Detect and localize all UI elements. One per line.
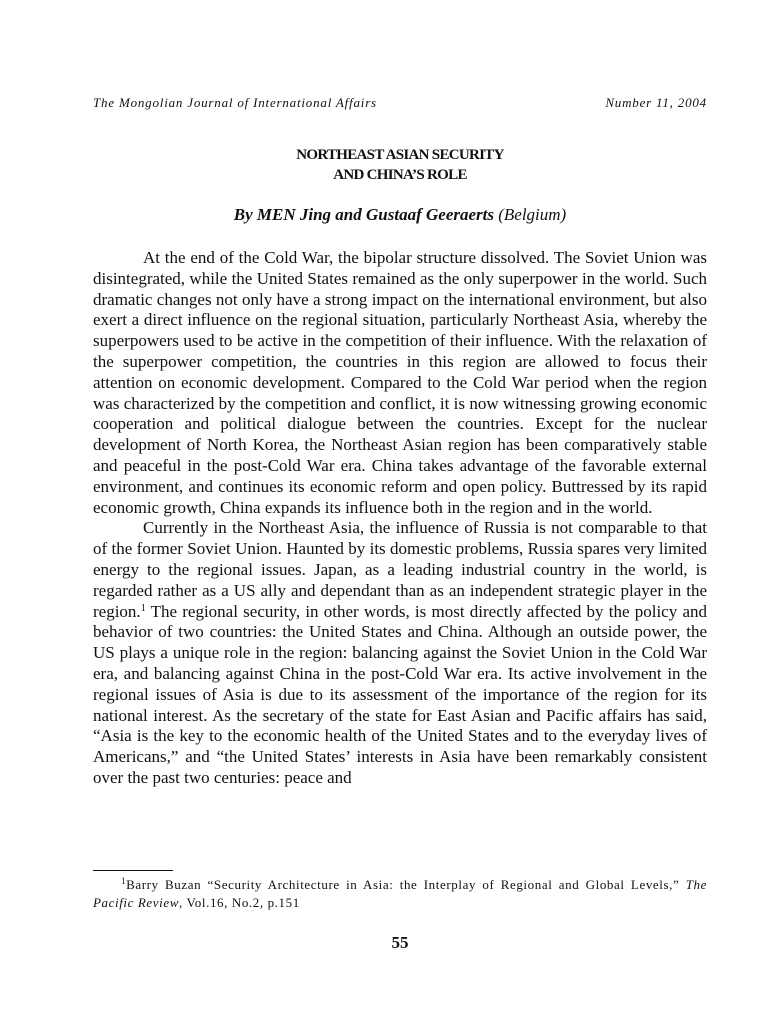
issue-number: Number 11, 2004: [605, 95, 707, 110]
title-line-2: AND CHINA’S ROLE: [333, 167, 467, 183]
footnote-reference: 1: [140, 602, 146, 614]
footnote-journal: The Pacific Review: [93, 877, 707, 910]
title-line-1: NORTHEAST ASIAN SECURITY: [296, 147, 504, 163]
paragraph-2: [93, 518, 707, 788]
journal-page: [93, 0, 707, 1024]
journal-title: The Mongolian Journal of International Affairs: [93, 95, 377, 110]
footnote: [93, 876, 707, 912]
byline-authors: By MEN Jing and Gustaaf Geeraerts: [233, 205, 494, 224]
footnote-text-a: Barry Buzan “Security Architecture in Asia: the Interplay of Regional and Global Levels,”: [126, 877, 686, 892]
paragraph-2-text-a: Currently in the Northeast Asia, the influence of Russia is not comparable to that of the former Soviet Union. Haunted by its domestic problems, Russia spares very limited energy to the regional issues. Japan, as a leading industrial country in the world, is regarded rather as a US ally and dependant than as an independent strategic player in the region.: [93, 518, 707, 621]
footnote-marker: 1: [121, 876, 127, 886]
paragraph-2-text-b: The regional security, in other words, is most directly affected by the policy and behavior of two countries: the United States and China. Although an outside power, the US plays a unique role in the region: balancing against the Soviet Union in the Cold War era, and balancing against China in the post-Cold War era. Its active involvement in the regional issues of Asia is due to its assessment of the importance of the region for its national interest. As the secretary of the state for East Asian and Pacific affairs has said, “Asia is the key to the economic health of the United States and to the everyday lives of Americans,” and “the United States’ interests in Asia have been remarkably consistent over the past two centuries: peace and: [93, 601, 707, 787]
byline-country: (Belgium): [498, 205, 567, 224]
byline: [93, 205, 707, 225]
footnote-text-b: , Vol.16, No.2, p.151: [179, 895, 300, 910]
running-header: [93, 95, 707, 111]
footnote-body: [93, 876, 707, 912]
page-number: 55: [391, 933, 409, 952]
footnote-divider: [93, 870, 173, 871]
paragraph-1: At the end of the Cold War, the bipolar structure dissolved. The Soviet Union was disintegrated, while the United States remained as the only superpower in the world. Such dramatic changes not only have a strong impact on the international environment, but also exert a direct influence on the regional situation, particularly Northeast Asia, whereby the superpowers used to be active in the competition of their influence. With the relaxation of the superpower competition, the countries in this region are allowed to focus their attention on economic development. Compared to the Cold War period when the region was characterized by the competition and conflict, it is now witnessing growing economic cooperation and political dialogue between the countries. Except for the nuclear development of North Korea, the Northeast Asian region has been comparatively stable and peaceful in the post-Cold War era. China takes advantage of the favorable external environment, and continues its economic reform and open policy. Buttressed by its rapid economic growth, China expands its influence both in the region and in the world.: [93, 248, 707, 517]
article-body: [93, 248, 707, 789]
article-title: [93, 145, 707, 185]
